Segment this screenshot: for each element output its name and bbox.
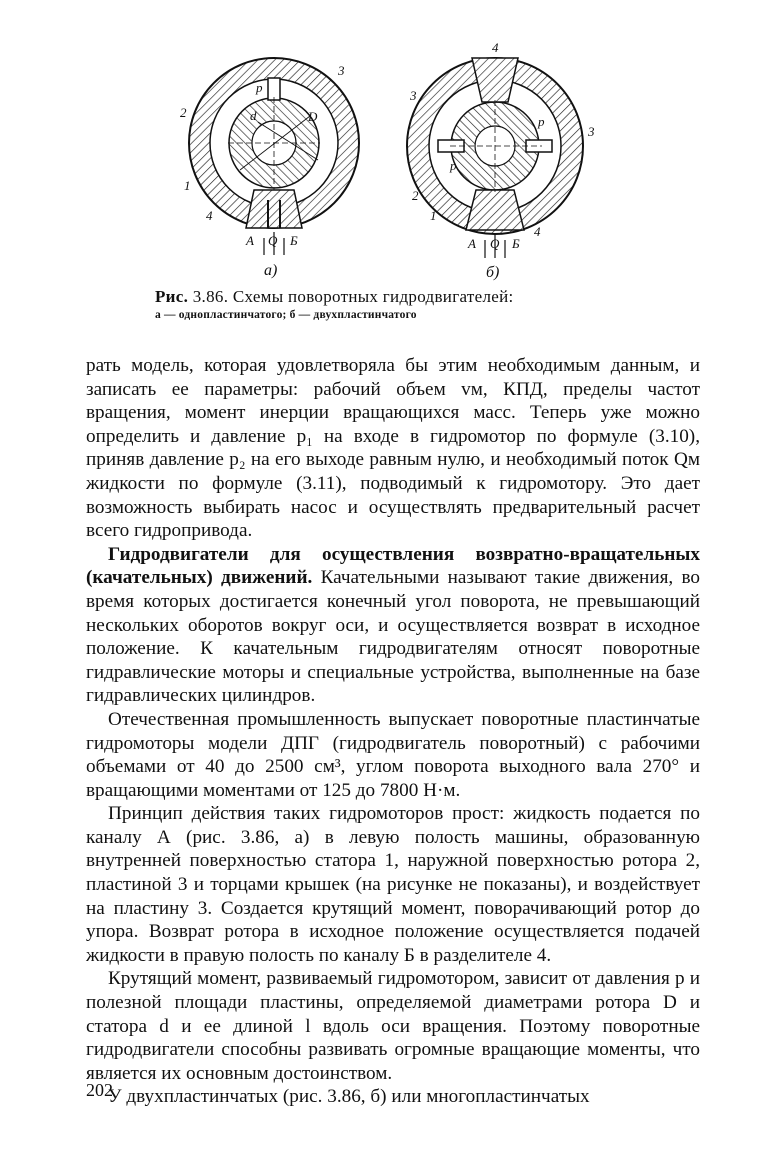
vane-a — [268, 78, 280, 100]
paragraph-2-text: Качательными называют такие движения, во время которых достигается конечный угол поворота, не превышающий нескольких оборотов вокруг оси, и осуществляется возврат в исходное положение. К качательным гидродвигателям относят поворотные гидравлические моторы и специальные устройства, выполненные на базе гидравлических цилиндров. — [86, 567, 701, 707]
label-a-3: 3 — [338, 63, 345, 78]
subfigure-label-b: б) — [486, 264, 500, 281]
label-a-1: 1 — [184, 178, 191, 193]
subfigure-label-a: а) — [264, 262, 278, 279]
paragraph-1: рать модель, которая удовлетворяла бы этим необходимым данным, и записать ее параметры: рабочий объем vм, КПД, пределы частот вращения, момент инерции вращающихся масс. Теперь уже можно определить и давление p₁ на входе в гидромотор по формуле (3.10), приняв давление p₂ на его выходе равным нулю, и необходимый поток Qм жидкости по формуле (3.11), подводимый к гидромотору. Это дает возможность выбирать насос и осуществлять предварительный расчет всего гидропривода. — [86, 355, 700, 542]
label-b-B: Б — [512, 236, 520, 251]
label-a-D: D — [308, 109, 318, 124]
caption-prefix: Рис. — [155, 287, 189, 306]
label-b-4-top: 4 — [492, 40, 499, 55]
label-b-A: A — [468, 236, 476, 251]
separator-a — [246, 190, 302, 228]
paragraph-4: Принцип действия таких гидромоторов прост: жидкость подается по каналу А (рис. 3.86, а) в левую полость машины, образованную внутренней поверхностью статора 1, наружной поверхностью ротора 2, пластиной 3 и торцами крышек (на рисунке не показаны), и воздействует на пластину 3. Создается крутящий момент, поворачивающий ротор до упора. Возврат ротора в исходное положение осуществляется подачей жидкости в правую полость по каналу Б в разделителе 4. — [86, 803, 700, 966]
paragraph-5: Крутящий момент, развиваемый гидромотором, зависит от давления p и полезной площади пластины, определяемой диаметрами ротора D и статора d и ее длиной l вдоль оси вращения. Поэтому поворотные гидродвигатели способны развивать огромные вращающие моменты, что является их основным достоинством. — [86, 968, 700, 1084]
label-a-4: 4 — [206, 208, 213, 223]
label-a-B: Б — [290, 233, 298, 248]
caption-number: 3.86. — [192, 287, 229, 306]
label-b-p-left: р — [450, 158, 457, 173]
label-a-2: 2 — [180, 105, 187, 120]
diagram-b — [407, 40, 595, 258]
label-b-3-left: 3 — [410, 88, 417, 103]
figure-caption — [155, 287, 715, 321]
label-b-2: 2 — [412, 188, 419, 203]
label-b-1: 1 — [430, 208, 437, 223]
vane-b-right — [526, 140, 552, 152]
figure-drawing — [150, 40, 670, 290]
diagram-a — [180, 58, 359, 255]
label-a-Q: Q — [268, 233, 278, 248]
separator-b-bottom — [466, 190, 524, 230]
label-b-p-right: р — [538, 114, 545, 129]
label-a-d: d — [250, 108, 257, 123]
caption-title: Схемы поворотных гидродвигателей: — [232, 287, 514, 306]
label-b-3-right: 3 — [588, 124, 595, 139]
label-b-Q: Q — [490, 236, 500, 251]
paragraph-2 — [86, 543, 700, 708]
page-number: 202 — [86, 1080, 113, 1100]
paragraph-6: У двухпластинчатых (рис. 3.86, б) или многопластинчатых — [108, 1086, 590, 1108]
label-b-4-bottom: 4 — [534, 224, 541, 239]
label-a-p: р — [256, 80, 263, 95]
figure-3-86 — [150, 40, 670, 290]
body-text — [86, 354, 700, 1109]
paragraph-3: Отечественная промышленность выпускает поворотные пластинчатые гидромоторы модели ДПГ (гидродвигатель поворотный) с рабочими объемами от 40 до 2500 см³, углом поворота выходного вала 270° и вращающими моментами от 125 до 7800 Н·м. — [86, 708, 700, 801]
caption-subtitle: а — однопластинчатого; б — двухпластинчатого — [155, 309, 417, 321]
label-a-A: A — [246, 233, 254, 248]
section-heading: Гидродвигатели для осуществления возвратно-вращательных (качательных) движений. — [86, 543, 700, 589]
